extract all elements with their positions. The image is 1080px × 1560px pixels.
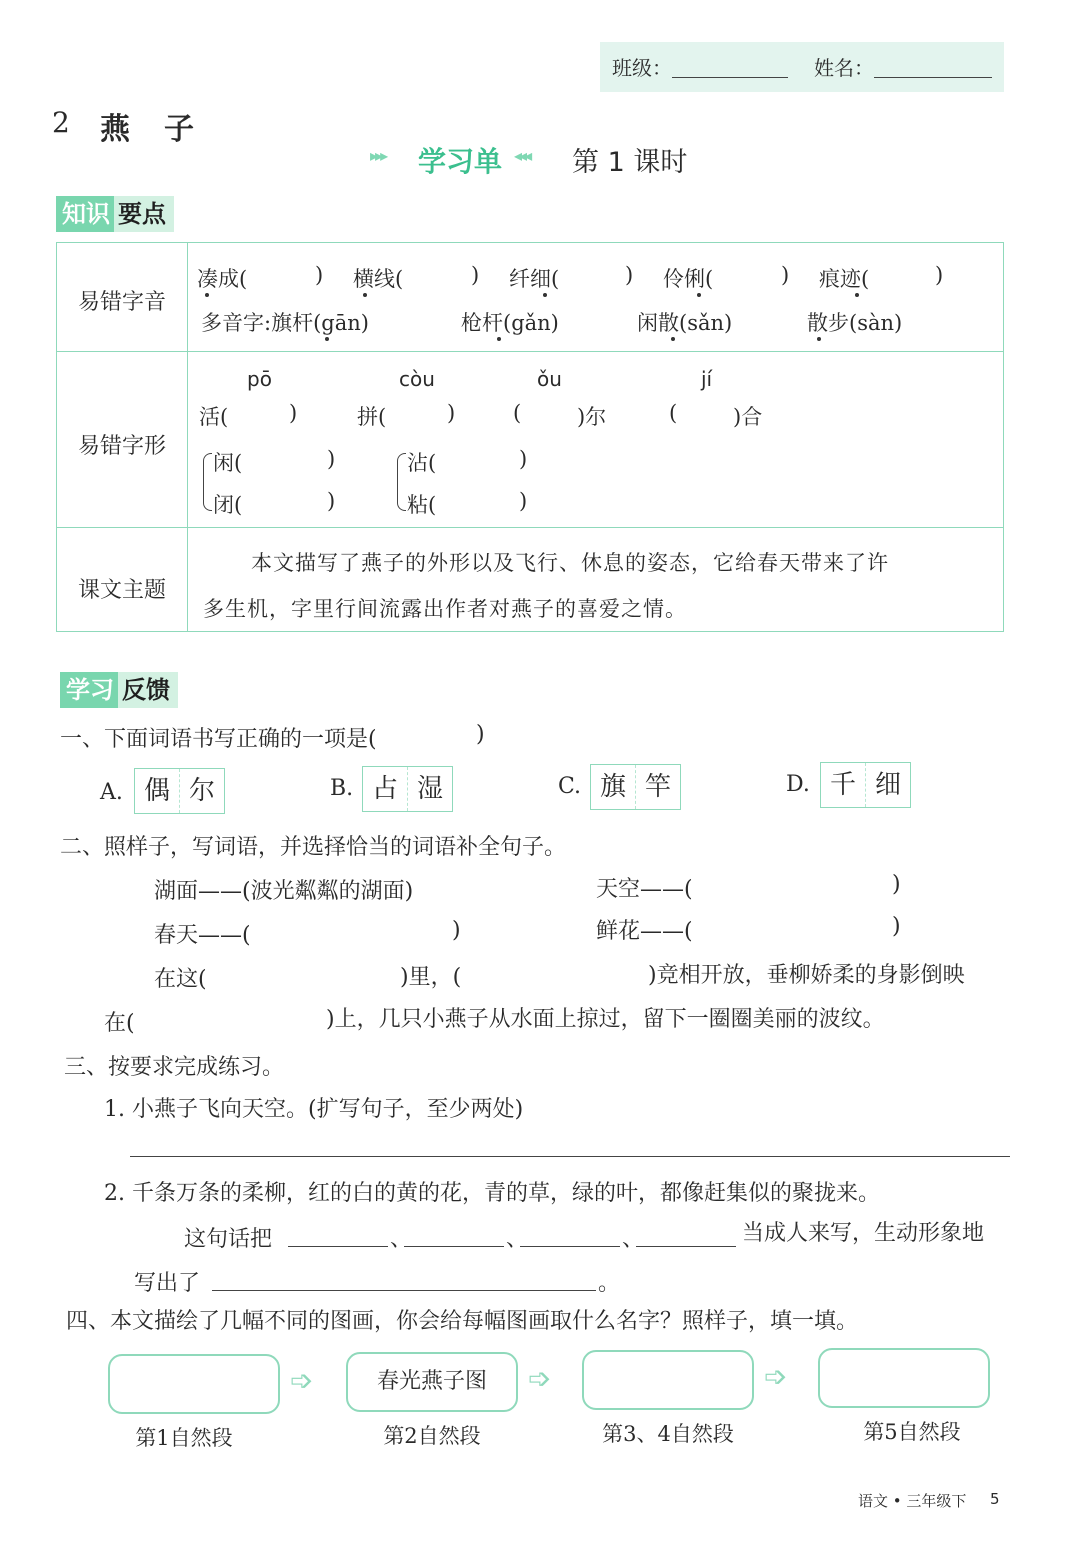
option-char: 湿 xyxy=(416,774,443,804)
blank-close[interactable]: ) xyxy=(625,263,634,287)
sentence-part: 在( xyxy=(104,1011,135,1036)
option-a-box[interactable] xyxy=(134,768,225,814)
lesson-number: 2 xyxy=(52,106,70,139)
answer-line[interactable] xyxy=(212,1290,596,1291)
name-label: 姓名： xyxy=(814,56,874,80)
brace-icon xyxy=(397,453,406,511)
arrows-right-icon: ▸▸▸ xyxy=(370,146,386,165)
glyph-item: 闲( xyxy=(213,451,243,475)
answer-line[interactable] xyxy=(636,1246,736,1247)
sentence-end: 。 xyxy=(598,1271,621,1296)
answer-blank[interactable]: ) xyxy=(892,872,901,897)
sentence-part: )上，几只小燕子从水面上掠过，留下一圈圈美丽的波纹。 xyxy=(326,1007,885,1032)
answer-line[interactable] xyxy=(288,1246,388,1247)
lesson-title: 燕子 xyxy=(100,112,228,147)
paragraph-label: 第1自然段 xyxy=(135,1426,233,1450)
question-3-item-2: 2. 千条万条的柔柳，红的白的黄的花，青的草，绿的叶，都像赶集似的聚拢来。 xyxy=(104,1181,880,1206)
blank-close[interactable]: ) xyxy=(519,489,528,513)
glyph-item: )尔 xyxy=(577,405,607,429)
paragraph-label: 第5自然段 xyxy=(863,1420,961,1444)
tag-part-b: 要点 xyxy=(114,196,174,232)
sentence-part: 当成人来写，生动形象地 xyxy=(742,1221,985,1246)
emphasis-dot xyxy=(671,337,675,341)
picture-name-box[interactable] xyxy=(818,1348,990,1408)
word-item: 纤细( xyxy=(509,267,560,291)
emphasis-dot xyxy=(363,293,367,297)
example-word: 鲜花——( xyxy=(596,919,693,944)
arrow-right-icon: ➩ xyxy=(764,1360,788,1393)
sentence-part: )里，( xyxy=(400,965,462,990)
arrows-left-icon: ◂◂◂ xyxy=(514,146,530,165)
emphasis-dot xyxy=(543,293,547,297)
blank-close[interactable]: ) xyxy=(519,447,528,471)
theme-text-line1: 本文描写了燕子的外形以及飞行、休息的姿态，它给春天带来了许 xyxy=(251,551,889,575)
answer-blank[interactable]: ) xyxy=(452,918,461,943)
glyph-item: 粘( xyxy=(407,493,437,517)
option-char: 偶 xyxy=(135,769,180,813)
row-divider xyxy=(57,351,1003,352)
tag-part-a: 学习 xyxy=(60,672,118,708)
brace-icon xyxy=(203,453,212,511)
blank-close[interactable]: ) xyxy=(471,263,480,287)
option-letter: D. xyxy=(786,772,810,797)
polyphone-item: 多音字:旗杆(gān) xyxy=(201,311,369,335)
class-input-line[interactable] xyxy=(672,77,788,78)
polyphone-item: 散步(sàn) xyxy=(807,311,903,335)
blank-close[interactable]: ) xyxy=(327,447,336,471)
picture-name-box[interactable] xyxy=(108,1354,280,1414)
separator: 、 xyxy=(622,1227,645,1252)
emphasis-dot xyxy=(497,337,501,341)
question-1-stem: 一、下面词语书写正确的一项是( xyxy=(60,727,377,752)
option-letter: B. xyxy=(330,776,354,801)
blank-close[interactable]: ) xyxy=(447,401,456,425)
emphasis-dot xyxy=(855,293,859,297)
option-c-box[interactable] xyxy=(590,764,681,810)
pinyin: ǒu xyxy=(537,367,562,391)
example-word: 春天——( xyxy=(154,923,251,948)
question-3-stem: 三、按要求完成练习。 xyxy=(64,1055,285,1080)
blank-open[interactable]: ( xyxy=(669,401,678,425)
name-input-line[interactable] xyxy=(874,77,992,78)
option-d-box[interactable] xyxy=(820,762,911,808)
polyphone-item: 闲散(sǎn) xyxy=(637,311,733,335)
glyph-item: 拼( xyxy=(357,405,387,429)
picture-name-box: 春光燕子图 xyxy=(346,1352,518,1412)
question-3-item-1: 1. 小燕子飞向天空。(扩写句子，至少两处) xyxy=(104,1097,524,1122)
picture-name-box[interactable] xyxy=(582,1350,754,1410)
question-2-stem: 二、照样子，写词语，并选择恰当的词语补全句子。 xyxy=(60,835,567,860)
arrow-right-icon: ➩ xyxy=(528,1362,552,1395)
glyph-item: 闭( xyxy=(213,493,243,517)
answer-line[interactable] xyxy=(520,1246,620,1247)
answer-line[interactable] xyxy=(130,1156,1010,1157)
blank-close[interactable]: ) xyxy=(315,263,324,287)
row-label-pronunciation: 易错字音 xyxy=(77,290,166,315)
knowledge-table xyxy=(56,242,1004,632)
row-label-theme: 课文主题 xyxy=(77,578,166,603)
word-item: 凑成( xyxy=(197,267,248,291)
column-divider xyxy=(187,243,188,631)
section-tag-knowledge xyxy=(56,196,174,232)
option-char: 千 xyxy=(821,763,866,807)
blank-close[interactable]: ) xyxy=(781,263,790,287)
polyphone-item: 枪杆(gǎn) xyxy=(461,311,559,335)
blank-close[interactable]: ) xyxy=(289,401,298,425)
theme-text-line2: 多生机，字里行间流露出作者对燕子的喜爱之情。 xyxy=(203,597,687,621)
emphasis-dot xyxy=(817,337,821,341)
blank-close[interactable]: ) xyxy=(327,489,336,513)
word-item: 痕迹( xyxy=(819,267,870,291)
word-item: 横线( xyxy=(353,267,404,291)
example-word: 天空——( xyxy=(596,877,693,902)
example-word: 湖面——(波光粼粼的湖面) xyxy=(154,879,414,904)
sentence-part: 在这( xyxy=(154,967,207,992)
emphasis-dot xyxy=(205,293,209,297)
glyph-item: )合 xyxy=(733,405,763,429)
footer-subject: 语文 • 三年级下 xyxy=(858,1492,967,1510)
sentence-part: )竞相开放，垂柳娇柔的身影倒映 xyxy=(648,963,965,988)
row-divider xyxy=(57,527,1003,528)
answer-blank[interactable]: ) xyxy=(892,914,901,939)
blank-open[interactable]: ( xyxy=(513,401,522,425)
emphasis-dot xyxy=(325,337,329,341)
sheet-label: 学习单 xyxy=(418,145,503,178)
emphasis-dot xyxy=(697,293,701,297)
paragraph-label: 第2自然段 xyxy=(383,1424,481,1448)
sentence-part: 这句话把 xyxy=(184,1227,273,1252)
tag-part-a: 知识 xyxy=(56,196,114,232)
row-label-glyph: 易错字形 xyxy=(77,434,166,459)
pinyin: pō xyxy=(247,367,272,391)
blank-close[interactable]: ) xyxy=(935,263,944,287)
question-4-stem: 四、本文描绘了几幅不同的图画，你会给每幅图画取什么名字？照样子，填一填。 xyxy=(66,1309,859,1334)
option-letter: A. xyxy=(100,780,123,805)
separator: 、 xyxy=(506,1227,529,1252)
option-char: 旗 xyxy=(591,765,636,809)
option-letter: C. xyxy=(558,774,582,799)
option-char: 细 xyxy=(874,770,901,800)
pinyin: còu xyxy=(399,367,435,391)
pinyin: jí xyxy=(701,367,713,391)
word-item: 伶俐( xyxy=(663,267,714,291)
tag-part-b: 反馈 xyxy=(118,672,178,708)
section-tag-feedback xyxy=(60,672,178,708)
option-b-box[interactable] xyxy=(362,766,453,812)
paragraph-label: 第3、4自然段 xyxy=(602,1422,734,1446)
option-char: 占 xyxy=(363,767,408,811)
page-number: 5 xyxy=(990,1490,1000,1508)
sentence-part: 写出了 xyxy=(134,1271,201,1296)
glyph-item: 活( xyxy=(199,405,229,429)
class-label: 班级： xyxy=(612,56,672,80)
arrow-right-icon: ➩ xyxy=(290,1364,314,1397)
option-char: 尔 xyxy=(188,776,215,806)
session-label: 第 1 课时 xyxy=(572,147,688,178)
separator: 、 xyxy=(390,1227,413,1252)
glyph-item: 沾( xyxy=(407,451,437,475)
answer-blank[interactable]: ) xyxy=(476,722,485,747)
option-char: 竿 xyxy=(644,772,671,802)
answer-line[interactable] xyxy=(404,1246,504,1247)
